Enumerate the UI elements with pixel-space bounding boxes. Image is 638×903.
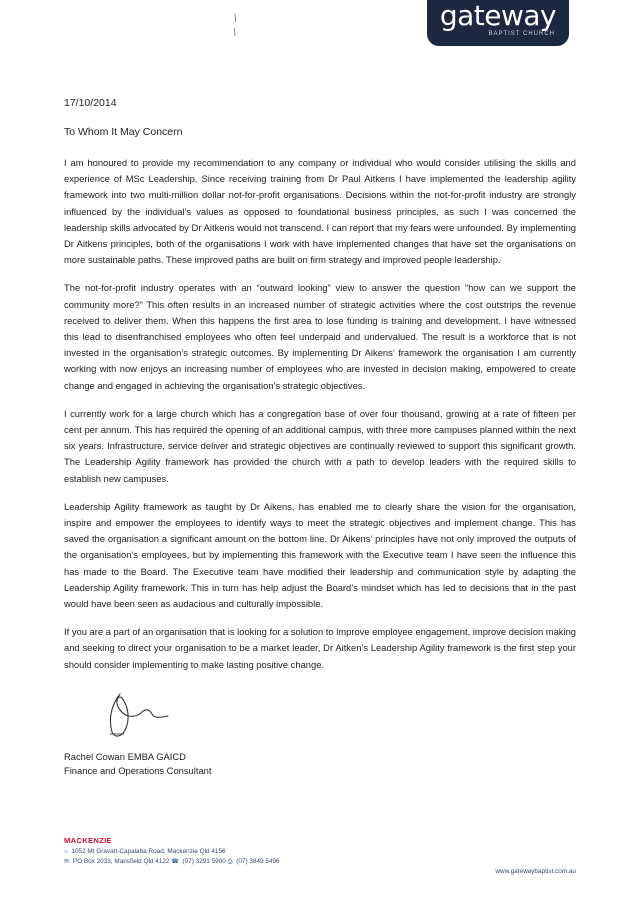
paragraph-2: The not-for-profit industry operates with an “outward looking” view to answer the question “how can we support the community more?” This often results in an increased number of strategic activities where the cost outstrips the revenue received to deliver them. When this happens the first area to lose funding is training and development. I have witnessed this lead to disenfranchised employees who often feel underpaid and undervalued. The result is a workforce that is not invested in the organisation’s strategic outcomes. By implementing Dr Aikens’ framework the organisation I am currently working with now enjoys an increasing number of employees who are invested in decision making, empowered to create change and engaged in achieving the organisation’s strategic objectives. (64, 282, 576, 391)
signatory (64, 750, 212, 778)
pen-mark (232, 14, 238, 36)
letter-body (64, 155, 576, 685)
letter-footer (64, 836, 576, 875)
logo-wordmark: gateway (439, 0, 557, 32)
signatory-name: Rachel Cowan EMBA GAICD (64, 751, 186, 762)
signatory-title: Finance and Operations Consultant (64, 765, 212, 776)
footer-address: 1052 Mt Gravatt-Capalaba Road, Mackenzie Qld 4156 (71, 848, 226, 855)
paragraph-1: I am honoured to provide my recommendation to any company or individual who would consider utilising the skills and experience of MSc Leadership. Since receiving training from Dr Paul Aitkens I have implemented the leadership agility framework into two multi-million dollar not-for-profit organisations. Decisions within the not-for-profit industry are strongly influenced by the individual's values as opposed to foundational business principles, as such I was concerned the leadership skills advocated by Dr Aitkens would not transcend. I can report that my fears were unfounded. By implementing Dr Aitkens principles, both of the organisations I work with have implemented changes that have set the organisations on more sustainable paths. These improved paths are built on firm strategy and improved people leadership. (64, 157, 576, 266)
logo-subtitle: BAPTIST CHURCH (488, 31, 555, 37)
fax-icon: ⎙ (227, 859, 233, 865)
letter-date: 17/10/2014 (64, 97, 117, 109)
footer-postal: PO Box 2033, Mansfield Qld 4122 (72, 858, 170, 865)
handwritten-signature (102, 688, 172, 744)
footer-fax: (07) 3849 5496 (236, 858, 280, 865)
footer-contact-line (64, 857, 576, 867)
footer-address-line (64, 847, 576, 857)
footer-website[interactable]: www.gatewaybaptist.com.au (495, 868, 576, 875)
gateway-logo (427, 0, 569, 46)
phone-icon: ☎ (171, 859, 179, 865)
paragraph-4: Leadership Agility framework as taught by Dr Aikens, has enabled me to clearly share the vision for the organisation, inspire and empower the employees to identify ways to meet the strategic objectives and implement change. This has saved the organisation a significant amount on the bottom line. Dr Aikens’ principles have not only improved the outputs of the organisation’s employees, but by implementing this framework with the Executive team I have seen the influence this has made to the Board. The Executive team have modified their leadership and communication style by adapting the Leadership Agility framework. This in turn has help adjust the Board’s mindset which has led to decisions that in the past would have been seen as audacious and culturally impossible. (64, 500, 576, 610)
footer-phone: (07) 3291 5900 (182, 858, 226, 865)
paragraph-5: If you are a part of an organisation that is looking for a solution to improve employee engagement, improve decision making and seeking to direct your organisation to be a market leader, Dr Aitken’s Leadership Agility framework is the first step your should consider implementing to make lasting positive change. (64, 626, 576, 670)
footer-campus: MACKENZIE (64, 836, 112, 845)
paragraph-3: I currently work for a large church which has a congregation base of over four thousand, growing at a rate of fifteen per cent per annum. This has required the opening of an additional campus, with three more campuses planned within the next six years. Infrastructure, service deliver and strategic objectives are continually reviewed to support this significant growth. The Leadership Agility framework has provided the church with a path to develop leaders with the required skills to establish new campuses. (64, 407, 576, 484)
home-icon: ⌂ (64, 849, 68, 855)
salutation: To Whom It May Concern (64, 126, 183, 138)
mail-icon: ✉ (64, 859, 70, 865)
